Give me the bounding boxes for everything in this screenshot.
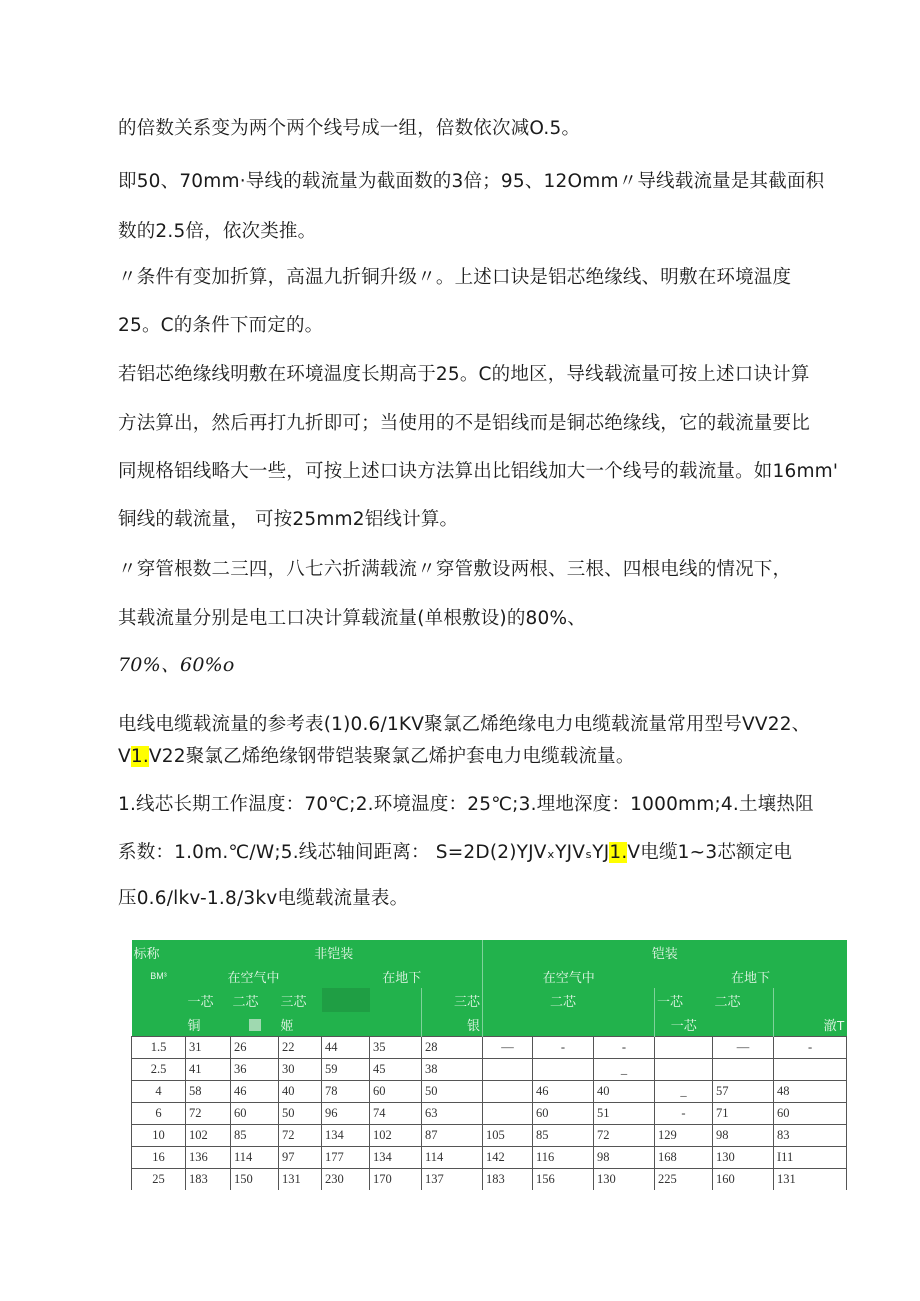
paragraph-line: 〃条件有变加折算，高温九折铜升级〃。上述口诀是铝芯绝缘线、明敷在环境温度 [118,267,792,288]
ampacity-cell: 40 [594,1081,655,1103]
paragraph-line: 即50、70mm·导线的载流量为截面数的3倍；95、12Omm〃导线载流量是其截面积 [118,171,825,192]
ampacity-cell: 36 [231,1059,279,1081]
ampacity-cell: - [774,1037,847,1059]
cross-section-cell: 10 [132,1125,186,1147]
highlight-mark: 1. [130,746,149,767]
table-row [132,1169,847,1191]
paragraph-line: 方法算出，然后再打九折即可；当使用的不是铝线而是铜芯绝缘线，它的载流量要比 [118,413,810,434]
ampacity-cell: 116 [533,1147,594,1169]
ampacity-cell: 71 [713,1103,774,1125]
ampacity-cell: 156 [533,1169,594,1191]
ampacity-cell: 131 [279,1169,322,1191]
header-armored: 铠装 [483,940,847,964]
header-material: 铜 [186,1012,231,1037]
ampacity-cell: 136 [186,1147,231,1169]
header-core: 一芯 [186,988,231,1012]
ampacity-cell [483,1103,533,1125]
header-core: 二芯 [231,988,279,1012]
ampacity-cell: 46 [533,1081,594,1103]
paragraph-line: 铜线的载流量， 可按25mm2铝线计算。 [118,509,459,530]
ampacity-cell: 51 [594,1103,655,1125]
ampacity-cell [655,1037,713,1059]
ampacity-cell: 114 [422,1147,483,1169]
ampacity-cell: 22 [279,1037,322,1059]
ampacity-cell: 96 [322,1103,370,1125]
ampacity-cell: 72 [279,1125,322,1147]
ampacity-cell: 114 [231,1147,279,1169]
ampacity-cell: 130 [594,1169,655,1191]
paragraph-line: 若铝芯绝缘线明敷在环境温度长期高于25。C的地区，导线载流量可按上述口诀计算 [118,364,810,385]
ampacity-cell: 85 [533,1125,594,1147]
header-in-air: 在空气中 [483,964,655,988]
header-nominal: 标称 [132,940,186,964]
paragraph-line: 其载流量分别是电工口决计算载流量(单根敷设)的80%、 [118,608,586,629]
ampacity-cell [713,1059,774,1081]
ampacity-cell: 87 [422,1125,483,1147]
table-row [132,1037,847,1059]
cross-section-cell: 2.5 [132,1059,186,1081]
header-material: 澈T [774,1012,847,1037]
ampacity-cell: 85 [231,1125,279,1147]
header-material: 一芯 [655,1012,713,1037]
ampacity-cell: _ [655,1081,713,1103]
header-core: 一芯 [655,988,713,1012]
ampacity-cell [483,1059,533,1081]
ampacity-cell: 137 [422,1169,483,1191]
header-core: 二芯 [713,988,774,1012]
ampacity-cell [533,1059,594,1081]
ampacity-cell [655,1059,713,1081]
ampacity-cell: 58 [186,1081,231,1103]
header-material: 银 [422,1012,483,1037]
cross-section-cell: 25 [132,1169,186,1191]
ampacity-cell: 60 [774,1103,847,1125]
paragraph-line: 〃穿管根数二三四，八七六折满载流〃穿管敷设两根、三根、四根电线的情况下， [118,559,792,580]
ampacity-cell: 98 [594,1147,655,1169]
header-in-air: 在空气中 [186,964,322,988]
table-row [132,1103,847,1125]
ampacity-cell: 168 [655,1147,713,1169]
ampacity-cell: 177 [322,1147,370,1169]
ampacity-cell: 225 [655,1169,713,1191]
header-core: 二芯 [533,988,594,1012]
ampacity-cell: 134 [370,1147,422,1169]
ampacity-cell: 45 [370,1059,422,1081]
table-body [132,1037,847,1191]
header-underground: 在地下 [655,964,847,988]
ampacity-cell: 72 [594,1125,655,1147]
ampacity-cell: 129 [655,1125,713,1147]
cross-section-cell: 16 [132,1147,186,1169]
ampacity-cell: 60 [533,1103,594,1125]
ampacity-cell: 50 [279,1103,322,1125]
conditions-line-3: 压0.6/lkv-1.8/3kv电缆载流量表。 [118,888,409,909]
highlight-mark: 1. [609,842,628,863]
paragraph-line: 的倍数关系变为两个两个线号成一组，倍数依次减O.5。 [118,118,581,139]
header-unit: BM³ [132,964,186,988]
ampacity-cell: 30 [279,1059,322,1081]
ampacity-cell: 41 [186,1059,231,1081]
ampacity-cell: 40 [279,1081,322,1103]
ampacity-cell: 183 [483,1169,533,1191]
header-material: 姬 [279,1012,322,1037]
ampacity-cell: — [713,1037,774,1059]
ampacity-cell: 59 [322,1059,370,1081]
ampacity-cell: 44 [322,1037,370,1059]
conditions-line: 1.线芯长期工作温度：70℃;2.环境温度：25℃;3.埋地深度：1000mm;4.土壤热阻 [118,794,814,815]
ampacity-cell: 83 [774,1125,847,1147]
header-core: 三芯 [279,988,322,1012]
conditions-line-2: 系数：1.0m.℃/W;5.线芯轴间距离： S=2D(2)YJVₓYJVₛYJ1.V电缆1~3芯额定电 [118,842,793,863]
header-row-1 [132,940,847,964]
ampacity-cell: 134 [322,1125,370,1147]
ampacity-cell: - [594,1037,655,1059]
header-core: 三芯 [422,988,483,1012]
ampacity-cell: 35 [370,1037,422,1059]
header-underground: 在地下 [322,964,483,988]
ampacity-cell: I11 [774,1147,847,1169]
ampacity-cell: 102 [370,1125,422,1147]
ampacity-cell: - [533,1037,594,1059]
cross-section-cell: 1.5 [132,1037,186,1059]
ampacity-cell: 105 [483,1125,533,1147]
ampacity-cell: 46 [231,1081,279,1103]
ampacity-cell: 183 [186,1169,231,1191]
paragraph-line: 数的2.5倍，依次类推。 [118,221,317,242]
ampacity-cell: — [483,1037,533,1059]
ampacity-cell: - [655,1103,713,1125]
ampacity-cell: 130 [713,1147,774,1169]
ampacity-cell: 131 [774,1169,847,1191]
header-row-2 [132,964,847,988]
paragraph-line: 同规格铝线略大一些，可按上述口诀方法算出比铝线加大一个线号的载流量。如16mm' [118,461,839,482]
ampacity-cell: 102 [186,1125,231,1147]
ampacity-cell: 72 [186,1103,231,1125]
header-row-3 [132,988,847,1012]
ampacity-cell [774,1059,847,1081]
reference-title: 电线电缆载流量的参考表(1)0.6/1KV聚氯乙烯绝缘电力电缆载流量常用型号VV22、 [118,714,811,735]
ampacity-cell: 38 [422,1059,483,1081]
ampacity-cell: 26 [231,1037,279,1059]
table-row [132,1125,847,1147]
ampacity-cell: 50 [422,1081,483,1103]
ampacity-cell: 97 [279,1147,322,1169]
table-row [132,1059,847,1081]
ampacity-cell: _ [594,1059,655,1081]
paragraph-line: 25。C的条件下而定的。 [118,315,324,336]
ampacity-cell: 160 [713,1169,774,1191]
table-row [132,1081,847,1103]
reference-title-2: V1.V22聚氯乙烯绝缘钢带铠装聚氯乙烯护套电力电缆载流量。 [118,746,635,767]
ampacity-cell: 230 [322,1169,370,1191]
ampacity-cell: 60 [231,1103,279,1125]
ampacity-cell: 63 [422,1103,483,1125]
ampacity-cell: 142 [483,1147,533,1169]
ampacity-cell: 48 [774,1081,847,1103]
cross-section-cell: 4 [132,1081,186,1103]
ampacity-cell: 170 [370,1169,422,1191]
ampacity-cell: 74 [370,1103,422,1125]
ampacity-cell: 28 [422,1037,483,1059]
ampacity-cell: 57 [713,1081,774,1103]
ampacity-cell: 31 [186,1037,231,1059]
ampacity-cell: 78 [322,1081,370,1103]
ampacity-cell: 98 [713,1125,774,1147]
table-row [132,1147,847,1169]
cross-section-cell: 6 [132,1103,186,1125]
ampacity-cell: 150 [231,1169,279,1191]
header-square-glyph [249,1019,261,1031]
cable-ampacity-table [131,940,847,1190]
header-row-4 [132,1012,847,1037]
ampacity-cell: 60 [370,1081,422,1103]
italic-line: 70%、60%o [118,654,235,676]
ampacity-cell [483,1081,533,1103]
header-unarmored: 非铠装 [186,940,483,964]
